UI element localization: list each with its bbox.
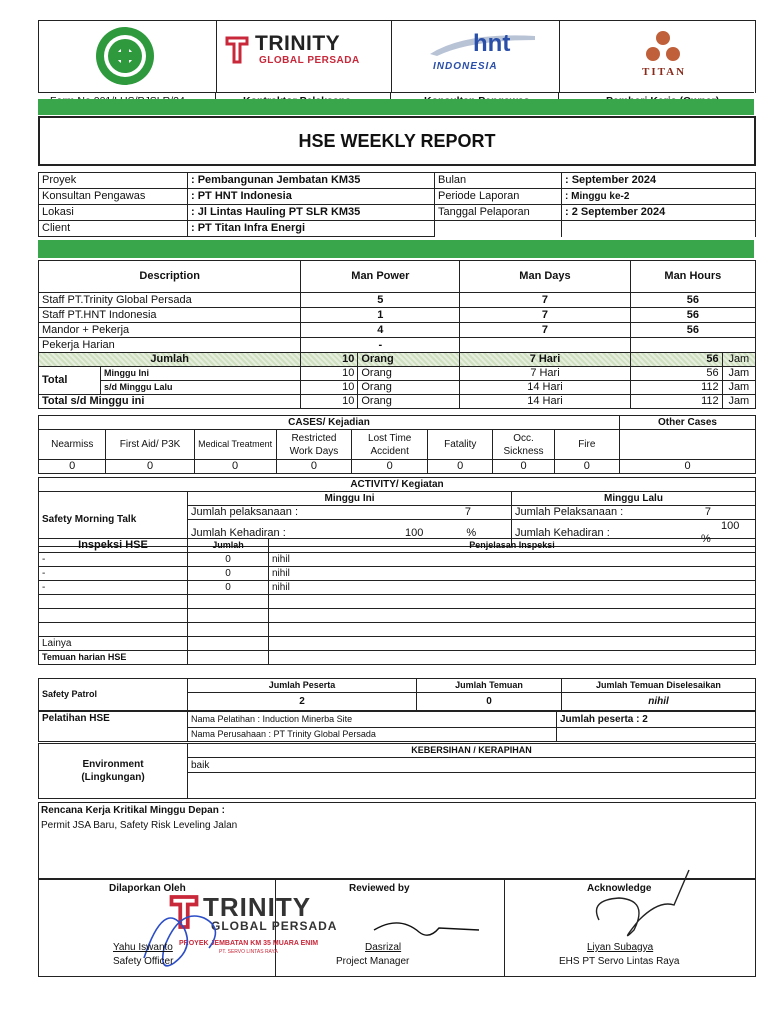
lokasi-label: Lokasi xyxy=(39,205,188,221)
logo-divider-1 xyxy=(216,20,217,92)
stamp-sub: GLOBAL PERSADA xyxy=(211,919,338,933)
mp-row-desc: Staff PT.Trinity Global Persada xyxy=(39,293,301,308)
case-value: 0 xyxy=(276,460,352,474)
stamp-line2: PT. SERVO LINTAS RAYA xyxy=(219,949,278,955)
proyek-label: Proyek xyxy=(39,173,188,189)
k3-seal-logo xyxy=(90,24,160,88)
inspeksi-bullet: - xyxy=(39,567,188,581)
client-label: Client xyxy=(39,221,188,237)
jumlah-days: 7 Hari xyxy=(460,353,630,367)
logo-divider-2 xyxy=(391,20,392,92)
mp-row-power: 1 xyxy=(301,308,460,323)
konsultan-value: : PT HNT Indonesia xyxy=(188,189,435,205)
rencana-title: Rencana Kerja Kritikal Minggu Depan : xyxy=(41,805,225,816)
manpower-table xyxy=(38,260,756,409)
case-header: Fire xyxy=(554,430,619,460)
kebersihan-value: baik xyxy=(188,758,756,773)
trinity-sub: GLOBAL PERSADA xyxy=(259,55,360,66)
case-value: 0 xyxy=(194,460,276,474)
case-header: Lost Time Accident xyxy=(352,430,428,460)
mp-row-hours: 56 xyxy=(630,323,755,338)
jumlah-label: Jumlah xyxy=(39,353,301,367)
other-case-value: 0 xyxy=(620,460,756,474)
patrol-value: 0 xyxy=(417,693,562,711)
title-box xyxy=(38,116,756,166)
konsultan-label: Konsultan Pengawas xyxy=(39,189,188,205)
jumlah-hours: 56 xyxy=(630,353,722,367)
inspeksi-jumlah: 0 xyxy=(188,567,269,581)
patrol-label: Safety Patrol xyxy=(39,679,188,711)
mp-row-power: - xyxy=(301,338,460,353)
patrol-header: Jumlah Peserta xyxy=(188,679,417,693)
inspeksi-bullet: - xyxy=(39,553,188,567)
p2-name: Dasrizal xyxy=(365,942,402,953)
hnt-logo xyxy=(425,30,545,80)
tanggal-value: : 2 September 2024 xyxy=(562,205,756,221)
patrol-header: Jumlah Temuan Diselesaikan xyxy=(562,679,756,693)
green-band-top xyxy=(38,99,754,115)
mp-row-days: 7 xyxy=(460,323,630,338)
case-value: 0 xyxy=(428,460,493,474)
mp-row-desc: Staff PT.HNT Indonesia xyxy=(39,308,301,323)
inspeksi-jumlah-head: Jumlah xyxy=(188,539,269,553)
mp-row-hours xyxy=(630,338,755,353)
sd-minggu-lalu-power: 10 xyxy=(301,381,358,395)
trinity-logo xyxy=(225,34,385,74)
activity-title: ACTIVITY/ Kegiatan xyxy=(39,478,756,492)
titan-name: TITAN xyxy=(641,66,687,78)
kehadiran-lalu-value: 100 xyxy=(721,520,740,532)
stamp-line1: PROYEK JEMBATAN KM 35 MUARA ENIM xyxy=(179,940,319,947)
minggu-ini-power-unit: Orang xyxy=(358,367,460,381)
sd-minggu-ini-hours: 112 xyxy=(630,395,722,409)
inspeksi-jumlah: 0 xyxy=(188,581,269,595)
pelaksanaan-ini-label: Jumlah pelaksanaan : xyxy=(188,506,385,520)
lainya-label: Lainya xyxy=(39,637,188,651)
sd-minggu-lalu-hours: 112 xyxy=(630,381,722,395)
minggu-ini-days: 7 Hari xyxy=(460,367,630,381)
p3-role: EHS PT Servo Lintas Raya xyxy=(559,956,680,967)
mp-row-power: 5 xyxy=(301,293,460,308)
total-label: Total xyxy=(39,367,101,395)
p1-role: Safety Officer xyxy=(113,956,174,967)
lokasi-value: : Jl Lintas Hauling PT SLR KM35 xyxy=(188,205,435,221)
minggu-ini-label: Minggu Ini xyxy=(101,367,301,381)
mp-row-days: 7 xyxy=(460,293,630,308)
periode-value: : Minggu ke-2 xyxy=(562,189,756,205)
jumlah-power-unit: Orang xyxy=(358,353,460,367)
signature-3 xyxy=(579,860,699,950)
cases-table xyxy=(38,415,756,474)
inspeksi-bullet: - xyxy=(39,581,188,595)
pelatihan-nama: Nama Pelatihan : Induction Minerba Site xyxy=(188,712,557,728)
patrol-value: 2 xyxy=(188,693,417,711)
mp-row-power: 4 xyxy=(301,323,460,338)
mp-header-days: Man Days xyxy=(460,261,630,293)
dilaporkan-label: Dilaporkan Oleh xyxy=(109,883,186,894)
case-value: 0 xyxy=(39,460,106,474)
kehadiran-lalu-label: Jumlah Kehadiran : xyxy=(512,520,669,547)
env-label-1: Environment xyxy=(82,759,144,770)
case-header: Medical Treatment xyxy=(194,430,276,460)
jumlah-hours-unit: Jam xyxy=(722,353,755,367)
trinity-name: TRINITY xyxy=(255,32,341,55)
temuan-label: Temuan harian HSE xyxy=(39,651,188,665)
case-header: First Aid/ P3K xyxy=(106,430,194,460)
mp-header-desc: Description xyxy=(39,261,301,293)
report-title: HSE WEEKLY REPORT xyxy=(298,131,496,151)
case-header: Occ. Sickness xyxy=(493,430,554,460)
env-label-2: (Lingkungan) xyxy=(81,772,145,783)
activity-table xyxy=(38,477,756,547)
pelatihan-perusahaan: Nama Perusahaan : PT Trinity Global Persada xyxy=(188,728,557,742)
kehadiran-ini-pct: % xyxy=(466,526,477,539)
mp-row-days xyxy=(460,338,630,353)
green-band-mid xyxy=(38,240,754,258)
client-value: : PT Titan Infra Energi xyxy=(188,221,435,237)
case-header: Nearmiss xyxy=(39,430,106,460)
minggu-ini-hours-unit: Jam xyxy=(722,367,755,381)
case-value: 0 xyxy=(352,460,428,474)
sd-minggu-ini-power: 10 xyxy=(301,395,358,409)
p2-role: Project Manager xyxy=(336,956,410,967)
mp-row-desc: Pekerja Harian xyxy=(39,338,301,353)
pelaksanaan-lalu-value: 7 xyxy=(668,506,756,520)
rencana-text: Permit JSA Baru, Safety Risk Leveling Jalan xyxy=(41,820,238,831)
patrol-header: Jumlah Temuan xyxy=(417,679,562,693)
report-sheet xyxy=(30,12,755,997)
signature-box xyxy=(38,878,756,977)
kehadiran-lalu-pct: % xyxy=(701,533,711,545)
mp-header-hours: Man Hours xyxy=(630,261,755,293)
mp-row-desc: Mandor + Pekerja xyxy=(39,323,301,338)
p3-name: Liyan Subagya xyxy=(587,942,654,953)
hnt-name: hnt xyxy=(473,30,511,57)
info-table xyxy=(38,172,756,237)
sd-minggu-ini-power-unit: Orang xyxy=(358,395,460,409)
titan-logo xyxy=(628,30,698,80)
sd-minggu-lalu-label: s/d Minggu Lalu xyxy=(101,381,301,395)
mp-row-days: 7 xyxy=(460,308,630,323)
pelatihan-peserta: Jumlah peserta : 2 xyxy=(557,712,756,728)
stamp-name: TRINITY xyxy=(203,892,312,922)
kehadiran-ini-value: 100 xyxy=(405,526,424,539)
case-header: Fatality xyxy=(428,430,493,460)
sd-minggu-lalu-days: 14 Hari xyxy=(460,381,630,395)
minggu-ini-head: Minggu Ini xyxy=(188,492,512,506)
ack-label: Acknowledge xyxy=(587,883,652,894)
logo-divider-3 xyxy=(559,20,560,92)
inspeksi-label: Inspeksi HSE xyxy=(39,539,188,553)
smt-label: Safety Morning Talk xyxy=(39,492,188,547)
sd-minggu-lalu-hours-unit: Jam xyxy=(722,381,755,395)
patrol-table xyxy=(38,678,756,711)
case-value: 0 xyxy=(493,460,554,474)
sd-minggu-ini-label: Total s/d Minggu ini xyxy=(39,395,301,409)
minggu-lalu-head: Minggu Lalu xyxy=(512,492,756,506)
environment-label xyxy=(39,744,188,799)
inspeksi-text: nihil xyxy=(269,581,756,595)
pelaksanaan-ini-value: 7 xyxy=(384,506,512,520)
inspeksi-penjelasan-head: Penjelasan Inspeksi xyxy=(269,539,756,553)
inspeksi-table xyxy=(38,538,756,665)
case-value: 0 xyxy=(106,460,194,474)
kehadiran-ini-label: Jumlah Kehadiran : xyxy=(188,520,385,547)
pelaksanaan-lalu-label: Jumlah Pelaksanaan : xyxy=(512,506,669,520)
inspeksi-jumlah: 0 xyxy=(188,553,269,567)
sd-minggu-ini-hours-unit: Jam xyxy=(722,395,755,409)
p1-name: Yahu Iswanto xyxy=(113,942,173,953)
case-value: 0 xyxy=(554,460,619,474)
minggu-ini-power: 10 xyxy=(301,367,358,381)
mp-row-hours: 56 xyxy=(630,308,755,323)
mp-header-power: Man Power xyxy=(301,261,460,293)
case-header: Restricted Work Days xyxy=(276,430,352,460)
kebersihan-title: KEBERSIHAN / KERAPIHAN xyxy=(188,744,756,758)
jumlah-power: 10 xyxy=(301,353,358,367)
cases-title: CASES/ Kejadian xyxy=(39,416,620,430)
sd-minggu-lalu-power-unit: Orang xyxy=(358,381,460,395)
inspeksi-text: nihil xyxy=(269,567,756,581)
pelatihan-label: Pelatihan HSE xyxy=(39,712,188,742)
reviewed-label: Reviewed by xyxy=(349,883,410,894)
sd-minggu-ini-days: 14 Hari xyxy=(460,395,630,409)
bulan-label: Bulan xyxy=(435,173,562,189)
mp-row-hours: 56 xyxy=(630,293,755,308)
kebersihan-table xyxy=(38,743,756,799)
proyek-value: : Pembangunan Jembatan KM35 xyxy=(188,173,435,189)
patrol-value: nihil xyxy=(562,693,756,711)
tanggal-label: Tanggal Pelaporan xyxy=(435,205,562,221)
pelatihan-table xyxy=(38,711,756,742)
minggu-ini-hours: 56 xyxy=(630,367,722,381)
other-cases-title: Other Cases xyxy=(620,416,756,430)
inspeksi-text: nihil xyxy=(269,553,756,567)
periode-label: Periode Laporan xyxy=(435,189,562,205)
bulan-value: : September 2024 xyxy=(562,173,756,189)
hnt-sub: INDONESIA xyxy=(433,61,498,72)
